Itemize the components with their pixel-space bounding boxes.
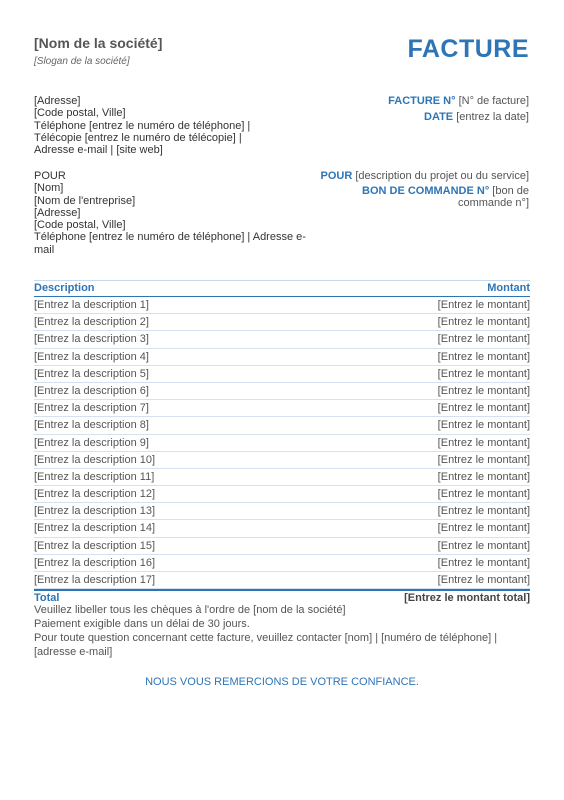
sender-line: Téléphone [entrez le numéro de téléphone] | bbox=[34, 119, 251, 132]
recipient-line: [Nom de l'entreprise] bbox=[34, 194, 136, 207]
row-amount: [Entrez le montant] bbox=[437, 522, 530, 535]
row-description: [Entrez la description 14] bbox=[34, 522, 156, 535]
footer-line: Paiement exigible dans un délai de 30 jours. bbox=[34, 618, 250, 630]
table-row bbox=[34, 572, 530, 589]
total-label: Total bbox=[34, 592, 60, 605]
row-amount: [Entrez le montant] bbox=[437, 453, 530, 466]
row-amount: [Entrez le montant] bbox=[437, 333, 530, 346]
invoice-table bbox=[34, 280, 530, 606]
company-slogan: [Slogan de la société] bbox=[34, 56, 130, 67]
footer-notes bbox=[34, 603, 534, 659]
invoice-date-value: [entrez la date] bbox=[456, 111, 529, 123]
row-amount: [Entrez le montant] bbox=[437, 419, 530, 432]
table-row bbox=[34, 452, 530, 469]
table-row bbox=[34, 383, 530, 400]
invoice-title: FACTURE bbox=[407, 35, 529, 63]
recipient-line: POUR bbox=[34, 170, 66, 182]
row-description: [Entrez la description 13] bbox=[34, 505, 156, 518]
table-row bbox=[34, 349, 530, 366]
row-description: [Entrez la description 6] bbox=[34, 384, 149, 397]
row-amount: [Entrez le montant] bbox=[437, 350, 530, 363]
table-body bbox=[34, 297, 530, 589]
total-value: [Entrez le montant total] bbox=[404, 592, 530, 605]
invoice-number-value: [N° de facture] bbox=[458, 95, 529, 107]
sender-address-block bbox=[34, 95, 294, 156]
row-description: [Entrez la description 2] bbox=[34, 316, 149, 329]
table-row bbox=[34, 486, 530, 503]
po-value: [bon de commande n°] bbox=[457, 185, 529, 210]
row-description: [Entrez la description 16] bbox=[34, 556, 156, 569]
table-row bbox=[34, 331, 530, 348]
table-row bbox=[34, 417, 530, 434]
recipient-line: [Nom] bbox=[34, 182, 64, 195]
row-description: [Entrez la description 7] bbox=[34, 402, 149, 415]
row-amount: [Entrez le montant] bbox=[437, 402, 530, 415]
row-amount: [Entrez le montant] bbox=[437, 556, 530, 569]
row-description: [Entrez la description 8] bbox=[34, 419, 149, 432]
row-amount: [Entrez le montant] bbox=[437, 505, 530, 518]
row-amount: [Entrez le montant] bbox=[437, 299, 530, 311]
table-row bbox=[34, 297, 530, 314]
column-amount: Montant bbox=[487, 282, 530, 294]
row-description: [Entrez la description 9] bbox=[34, 436, 149, 449]
po-label: BON DE COMMANDE N° bbox=[362, 185, 490, 197]
invoice-number-label: FACTURE N° bbox=[388, 95, 456, 107]
table-row bbox=[34, 469, 530, 486]
recipient-block bbox=[34, 170, 324, 256]
row-description: [Entrez la description 4] bbox=[34, 350, 149, 363]
row-amount: [Entrez le montant] bbox=[437, 436, 530, 449]
table-row bbox=[34, 314, 530, 331]
sender-line: [Code postal, Ville] bbox=[34, 107, 126, 120]
thank-you-message: NOUS VOUS REMERCIONS DE VOTRE CONFIANCE. bbox=[145, 676, 419, 688]
for-label: POUR bbox=[320, 170, 353, 182]
recipient-line: [Code postal, Ville] bbox=[34, 219, 126, 232]
footer-line: Pour toute question concernant cette facture, veuillez contacter [nom] | [numéro de téléphone] | [adresse e-mail] bbox=[34, 632, 498, 658]
table-row bbox=[34, 538, 530, 555]
row-description: [Entrez la description 1] bbox=[34, 299, 149, 311]
table-row bbox=[34, 555, 530, 572]
company-name: [Nom de la société] bbox=[34, 35, 163, 51]
row-amount: [Entrez le montant] bbox=[437, 488, 530, 501]
sender-line: Adresse e-mail | [site web] bbox=[34, 144, 163, 157]
project-for bbox=[321, 170, 530, 182]
row-amount: [Entrez le montant] bbox=[437, 539, 530, 552]
table-row bbox=[34, 400, 530, 417]
footer-line: Veuillez libeller tous les chèques à l'ordre de [nom de la société] bbox=[34, 604, 346, 616]
row-description: [Entrez la description 17] bbox=[34, 574, 156, 586]
purchase-order bbox=[349, 185, 529, 210]
table-row bbox=[34, 503, 530, 520]
row-description: [Entrez la description 15] bbox=[34, 539, 156, 552]
row-description: [Entrez la description 3] bbox=[34, 333, 149, 346]
row-description: [Entrez la description 10] bbox=[34, 453, 156, 466]
row-description: [Entrez la description 12] bbox=[34, 488, 156, 501]
invoice-date-label: DATE bbox=[424, 111, 454, 123]
row-amount: [Entrez le montant] bbox=[437, 470, 530, 483]
recipient-line: [Adresse] bbox=[34, 206, 81, 219]
row-description: [Entrez la description 5] bbox=[34, 367, 149, 380]
table-row bbox=[34, 435, 530, 452]
invoice-number bbox=[388, 95, 529, 107]
sender-line: [Adresse] bbox=[34, 95, 81, 107]
table-header bbox=[34, 280, 530, 297]
table-row bbox=[34, 520, 530, 537]
sender-line: Télécopie [entrez le numéro de télécopie] | bbox=[34, 131, 242, 144]
row-amount: [Entrez le montant] bbox=[437, 367, 530, 380]
row-amount: [Entrez le montant] bbox=[437, 316, 530, 329]
table-row bbox=[34, 366, 530, 383]
for-value: [description du projet ou du service] bbox=[355, 170, 529, 182]
row-description: [Entrez la description 11] bbox=[34, 470, 155, 483]
recipient-line: Téléphone [entrez le numéro de téléphone] | Adresse e-mail bbox=[34, 231, 306, 256]
row-amount: [Entrez le montant] bbox=[437, 574, 530, 586]
row-amount: [Entrez le montant] bbox=[437, 384, 530, 397]
column-description: Description bbox=[34, 282, 95, 294]
invoice-date bbox=[424, 111, 529, 123]
